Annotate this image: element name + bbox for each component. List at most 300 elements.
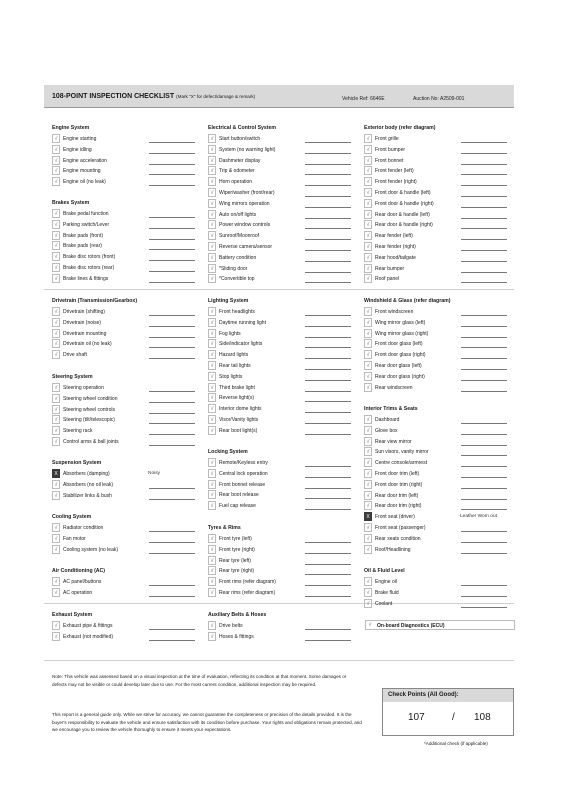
remark-line[interactable] — [149, 217, 195, 218]
check-box[interactable]: √ — [52, 329, 60, 338]
remark-line[interactable] — [305, 542, 351, 543]
item-label: Front headlights — [219, 309, 255, 315]
check-box[interactable]: √ — [364, 231, 372, 240]
check-box[interactable]: √ — [364, 534, 372, 543]
remark-line[interactable] — [461, 488, 507, 489]
check-box[interactable]: √ — [52, 426, 60, 435]
check-box[interactable]: √ — [52, 383, 60, 392]
remark-line[interactable] — [461, 347, 507, 348]
remark-line[interactable] — [305, 466, 351, 467]
remark-line[interactable] — [305, 488, 351, 489]
check-box[interactable]: √ — [52, 166, 60, 175]
section-title: Tyres & Rims — [208, 525, 241, 531]
remark-line[interactable] — [461, 326, 507, 327]
remark-line[interactable] — [305, 596, 351, 597]
check-box[interactable]: √ — [52, 339, 60, 348]
item-label: Auto on/off lights — [219, 211, 257, 218]
check-box[interactable]: √ — [52, 134, 60, 143]
checklist-item — [208, 490, 358, 500]
remark-line[interactable] — [461, 261, 507, 262]
checklist-item — [364, 469, 514, 479]
check-box[interactable]: X — [52, 469, 60, 478]
check-box[interactable]: √ — [52, 252, 60, 261]
check-box[interactable]: √ — [208, 350, 216, 359]
remark-line[interactable] — [149, 185, 195, 186]
check-box[interactable]: √ — [208, 393, 216, 402]
item-label: Drivetrain (noise) — [63, 319, 102, 326]
item-label: Rear fender (left) — [375, 233, 413, 240]
check-box[interactable]: √ — [52, 156, 60, 165]
check-box[interactable]: √ — [208, 415, 216, 424]
check-box[interactable]: √ — [364, 599, 372, 608]
item-label: Daytime running light — [219, 319, 266, 326]
item-label: Rear tyre (left) — [219, 557, 251, 564]
check-box[interactable]: √ — [364, 307, 372, 316]
checklist-item — [52, 329, 202, 339]
check-box[interactable]: √ — [364, 274, 372, 283]
check-box[interactable]: √ — [208, 145, 216, 154]
remark-line[interactable] — [305, 401, 351, 402]
checklist-item — [364, 588, 514, 598]
remark-line[interactable] — [305, 207, 351, 208]
check-box[interactable]: √ — [364, 220, 372, 229]
checklist-item — [364, 426, 514, 436]
remark-line[interactable] — [461, 531, 507, 532]
remark-line[interactable] — [305, 337, 351, 338]
check-box[interactable]: √ — [364, 156, 372, 165]
remark-line[interactable] — [305, 228, 351, 229]
check-box[interactable]: √ — [364, 372, 372, 381]
remark-line[interactable] — [305, 261, 351, 262]
check-box[interactable]: √ — [208, 577, 216, 586]
check-box[interactable]: √ — [52, 545, 60, 554]
item-label: Roof/Headlining — [375, 546, 411, 553]
item-label: Rear rims (refer diagram) — [219, 590, 276, 596]
checklist-item — [364, 458, 514, 468]
remark-line[interactable] — [149, 239, 195, 240]
checklist-item — [364, 372, 514, 382]
check-box[interactable]: √ — [208, 307, 216, 316]
remark-line[interactable] — [305, 498, 351, 499]
checklist-item — [364, 523, 514, 533]
item-label: Brake pedal function — [63, 211, 109, 217]
remark-line[interactable] — [149, 531, 195, 532]
check-box[interactable]: √ — [208, 469, 216, 478]
check-box[interactable]: √ — [364, 588, 372, 597]
item-label: Fuel cap release — [219, 503, 256, 510]
check-box[interactable]: √ — [52, 307, 60, 316]
divider — [44, 660, 514, 661]
remark-line[interactable] — [305, 315, 351, 316]
remark-line[interactable] — [461, 153, 507, 154]
remark-line[interactable] — [461, 315, 507, 316]
remark-line[interactable] — [461, 369, 507, 370]
remark-line[interactable] — [149, 347, 195, 348]
checklist-item — [208, 393, 358, 403]
remark-line[interactable] — [305, 347, 351, 348]
remark-line[interactable] — [305, 553, 351, 554]
check-box[interactable]: √ — [52, 437, 60, 446]
check-box[interactable]: √ — [52, 405, 60, 414]
check-box[interactable]: √ — [52, 145, 60, 154]
check-box[interactable]: √ — [208, 490, 216, 499]
check-box[interactable]: √ — [52, 480, 60, 489]
item-label: Front windscreen — [375, 309, 414, 315]
remark-line[interactable] — [461, 542, 507, 543]
check-box[interactable]: √ — [208, 501, 216, 510]
check-box[interactable]: √ — [364, 491, 372, 500]
checklist-item — [52, 231, 202, 241]
remark-line[interactable] — [149, 413, 195, 414]
check-box[interactable]: √ — [208, 426, 216, 435]
item-label: Rear tail lights — [219, 363, 251, 369]
check-box[interactable]: √ — [208, 556, 216, 565]
auction-no-value: A2509-001 — [439, 96, 465, 102]
item-label: Wing mirror glass (right) — [375, 330, 429, 337]
check-box[interactable]: √ — [52, 209, 60, 218]
remark-line[interactable] — [305, 434, 351, 435]
item-label: Rear hood/tailgate — [375, 254, 416, 261]
item-label: Rear door & handle (left) — [375, 211, 430, 218]
checklist-item — [364, 199, 514, 209]
check-box[interactable]: √ — [208, 621, 216, 630]
check-box[interactable]: √ — [364, 145, 372, 154]
remark-line[interactable] — [149, 228, 195, 229]
remark-line[interactable] — [461, 553, 507, 554]
check-box[interactable]: √ — [208, 210, 216, 219]
item-label: Rear door trim (left) — [375, 492, 419, 499]
checklist-item — [52, 394, 202, 404]
check-box[interactable]: √ — [208, 588, 216, 597]
check-box[interactable]: √ — [364, 210, 372, 219]
remark-line[interactable] — [461, 174, 507, 175]
item-label: Engine oil (no leak) — [63, 179, 106, 186]
remark-line[interactable] — [305, 358, 351, 359]
check-box[interactable]: √ — [364, 339, 372, 348]
remark-line[interactable] — [149, 271, 195, 272]
remark-line[interactable] — [305, 326, 351, 327]
remark-line[interactable] — [461, 596, 507, 597]
check-box[interactable]: √ — [52, 621, 60, 630]
remark-line[interactable] — [305, 185, 351, 186]
remark-line[interactable] — [149, 445, 195, 446]
check-box[interactable]: √ — [364, 426, 372, 435]
item-label: Brake pads (front) — [63, 232, 104, 239]
auction-no-label: Auction No: — [413, 96, 439, 102]
remark-line[interactable] — [305, 250, 351, 251]
check-box[interactable]: √ — [52, 577, 60, 586]
remark-line[interactable] — [461, 499, 507, 500]
checklist-item — [208, 426, 358, 436]
checklist-item — [208, 145, 358, 155]
check-box[interactable]: √ — [364, 199, 372, 208]
remark-line[interactable] — [461, 423, 507, 424]
remark-line[interactable] — [461, 228, 507, 229]
check-box[interactable]: √ — [208, 545, 216, 554]
remark-line[interactable] — [305, 380, 351, 381]
remark-line[interactable] — [461, 434, 507, 435]
check-box[interactable]: √ — [364, 469, 372, 478]
check-box[interactable]: √ — [364, 264, 372, 273]
checklist-item — [52, 545, 202, 555]
vehicle-ref — [342, 96, 385, 102]
remark-line[interactable] — [149, 249, 195, 250]
checklist-item — [208, 220, 358, 230]
check-box[interactable]: √ — [208, 566, 216, 575]
remark-line[interactable] — [149, 553, 195, 554]
check-box[interactable]: √ — [52, 632, 60, 641]
check-box[interactable]: √ — [364, 253, 372, 262]
remark-line[interactable] — [149, 153, 195, 154]
check-box[interactable]: √ — [364, 318, 372, 327]
check-box[interactable]: √ — [208, 361, 216, 370]
check-box[interactable]: √ — [364, 383, 372, 392]
remark-line[interactable] — [305, 239, 351, 240]
item-label: Stop lights — [219, 373, 243, 380]
remark-line[interactable] — [149, 640, 195, 641]
check-box[interactable]: √ — [364, 242, 372, 251]
item-label: Horn operation — [219, 179, 253, 186]
remark-line[interactable] — [149, 358, 195, 359]
remark-line[interactable] — [305, 282, 351, 283]
item-label: Central lock operation — [219, 470, 268, 477]
item-label: System (no warning light) — [219, 146, 276, 153]
check-box[interactable]: √ — [208, 166, 216, 175]
remark-line[interactable] — [461, 196, 507, 197]
check-box[interactable]: √ — [208, 199, 216, 208]
check-box[interactable]: √ — [208, 264, 216, 273]
remark-line[interactable] — [305, 423, 351, 424]
check-box[interactable]: √ — [208, 404, 216, 413]
item-label: Brake fluid — [375, 589, 399, 596]
check-box[interactable]: √ — [208, 274, 216, 283]
inspection-sheet — [44, 85, 514, 762]
remark-line[interactable] — [149, 542, 195, 543]
remark-line[interactable] — [305, 564, 351, 565]
remark-line[interactable] — [305, 640, 351, 641]
remark-line[interactable] — [305, 218, 351, 219]
check-box[interactable]: √ — [364, 350, 372, 359]
remark-line[interactable] — [305, 196, 351, 197]
check-box[interactable]: √ — [52, 491, 60, 500]
check-box[interactable]: √ — [208, 372, 216, 381]
check-box[interactable]: √ — [208, 188, 216, 197]
remark-line[interactable] — [305, 585, 351, 586]
check-box[interactable]: √ — [364, 447, 372, 456]
remark-line[interactable] — [461, 358, 507, 359]
remark-line[interactable] — [305, 272, 351, 273]
remark-line[interactable] — [149, 585, 195, 586]
check-box[interactable]: √ — [52, 415, 60, 424]
item-label: Rear bumper — [375, 265, 405, 272]
remark-line[interactable] — [461, 164, 507, 165]
checklist-item — [52, 339, 202, 349]
checklist-item — [208, 188, 358, 198]
checklist-item — [52, 145, 202, 155]
remark-line[interactable] — [305, 477, 351, 478]
remark-line[interactable] — [149, 174, 195, 175]
remark-line[interactable] — [149, 142, 195, 143]
item-label: Exhaust (not modified) — [63, 633, 114, 640]
remark-line[interactable] — [461, 509, 507, 510]
remark-line[interactable] — [305, 509, 351, 510]
checklist-item — [364, 264, 514, 274]
check-box[interactable]: X — [364, 512, 372, 521]
remark-line[interactable] — [461, 239, 507, 240]
item-label: Front door trim (left) — [375, 471, 420, 477]
check-box[interactable]: √ — [208, 318, 216, 327]
check-box[interactable]: √ — [368, 622, 372, 628]
checklist-item — [364, 242, 514, 252]
remark-line[interactable] — [305, 412, 351, 413]
checklist-item — [208, 534, 358, 544]
remark-line[interactable] — [461, 282, 507, 283]
remark-line[interactable] — [149, 326, 195, 327]
check-box[interactable]: √ — [364, 134, 372, 143]
checklist-item — [208, 415, 358, 425]
check-box[interactable]: √ — [52, 350, 60, 359]
check-box[interactable]: √ — [208, 632, 216, 641]
remark-line[interactable] — [149, 629, 195, 630]
check-box[interactable]: √ — [208, 339, 216, 348]
check-box[interactable]: √ — [52, 274, 60, 283]
checklist-item — [52, 134, 202, 144]
checklist-item — [364, 253, 514, 263]
check-box[interactable]: √ — [364, 545, 372, 554]
item-label: Brake disc rotors (rear) — [63, 265, 115, 271]
check-box[interactable]: √ — [52, 241, 60, 250]
remark-line[interactable] — [305, 164, 351, 165]
check-box[interactable]: √ — [364, 523, 372, 532]
check-box[interactable]: √ — [364, 415, 372, 424]
checklist-item — [52, 263, 202, 273]
item-label: Rear windscreen — [375, 384, 413, 391]
checklist-item — [208, 242, 358, 252]
check-box[interactable]: √ — [208, 383, 216, 392]
check-box[interactable]: √ — [52, 318, 60, 327]
remark-line[interactable] — [461, 337, 507, 338]
check-box[interactable]: √ — [52, 231, 60, 240]
check-box[interactable]: √ — [208, 534, 216, 543]
remark-line[interactable] — [461, 218, 507, 219]
check-box[interactable]: √ — [52, 588, 60, 597]
check-box[interactable]: √ — [208, 231, 216, 240]
remark-line[interactable] — [305, 174, 351, 175]
item-label: *Convertible top — [219, 276, 255, 283]
check-box[interactable]: √ — [208, 177, 216, 186]
check-box[interactable]: √ — [52, 177, 60, 186]
remark-line[interactable] — [305, 369, 351, 370]
remark-line[interactable] — [149, 164, 195, 165]
checklist-item — [208, 556, 358, 566]
remark-line[interactable] — [461, 250, 507, 251]
check-box[interactable]: √ — [208, 156, 216, 165]
item-label: Hoses & fittings — [219, 633, 254, 640]
checklist-item — [208, 545, 358, 555]
checklist-item — [364, 274, 514, 284]
remark-line[interactable] — [305, 574, 351, 575]
remark-line[interactable] — [149, 499, 195, 500]
check-box[interactable]: √ — [364, 577, 372, 586]
remark-line[interactable] — [305, 391, 351, 392]
remark-line[interactable] — [461, 185, 507, 186]
check-box[interactable]: √ — [364, 458, 372, 467]
remark-line[interactable] — [461, 207, 507, 208]
remark-line[interactable] — [461, 477, 507, 478]
check-box[interactable]: √ — [208, 242, 216, 251]
checklist-item — [364, 318, 514, 328]
check-box[interactable]: √ — [52, 220, 60, 229]
remark-line[interactable] — [149, 315, 195, 316]
check-box[interactable]: √ — [364, 501, 372, 510]
check-box[interactable]: √ — [208, 480, 216, 489]
check-box[interactable]: √ — [208, 329, 216, 338]
item-label: Side/indicator lights — [219, 341, 263, 348]
check-box[interactable]: √ — [52, 394, 60, 403]
check-box[interactable]: √ — [364, 177, 372, 186]
check-box[interactable]: √ — [364, 166, 372, 175]
check-box[interactable]: √ — [208, 134, 216, 143]
item-label: Coolant — [375, 600, 393, 607]
remark-line[interactable] — [461, 466, 507, 467]
remark-line[interactable] — [149, 402, 195, 403]
remark-line[interactable] — [461, 455, 507, 456]
section-title: Steering System — [52, 374, 93, 380]
remark-line[interactable] — [149, 282, 195, 283]
check-box[interactable]: √ — [208, 253, 216, 262]
remark-line[interactable] — [149, 434, 195, 435]
remark-line[interactable] — [149, 391, 195, 392]
section-title: Drivetrain (Transmission/Gearbox) — [52, 298, 138, 304]
checklist-item — [52, 415, 202, 425]
remark-line[interactable] — [149, 488, 195, 489]
remark-line[interactable] — [149, 596, 195, 597]
check-box[interactable]: √ — [364, 188, 372, 197]
remark-line[interactable] — [461, 380, 507, 381]
check-box[interactable]: √ — [364, 329, 372, 338]
check-box[interactable]: √ — [52, 523, 60, 532]
item-label: Rear tyre (right) — [219, 568, 255, 575]
remark-line[interactable] — [461, 445, 507, 446]
remark-line[interactable] — [461, 142, 507, 143]
remark-line[interactable] — [149, 337, 195, 338]
check-box[interactable]: √ — [364, 437, 372, 446]
check-box[interactable]: √ — [364, 361, 372, 370]
check-box[interactable]: √ — [52, 534, 60, 543]
remark-line[interactable] — [305, 142, 351, 143]
check-box[interactable]: √ — [208, 220, 216, 229]
remark-line[interactable] — [305, 153, 351, 154]
checklist-item — [364, 491, 514, 501]
checklist-item — [364, 307, 514, 317]
remark-line[interactable] — [461, 391, 507, 392]
remark-line[interactable] — [149, 260, 195, 261]
item-label: Drivetrain (shifting) — [63, 309, 105, 315]
remark-line[interactable] — [149, 423, 195, 424]
section-title: Air Conditioning (AC) — [52, 568, 106, 574]
item-label: Rear boot release — [219, 492, 259, 499]
remark-line[interactable] — [461, 607, 507, 608]
check-box[interactable]: √ — [364, 480, 372, 489]
check-box[interactable]: √ — [52, 263, 60, 272]
check-box[interactable]: √ — [208, 458, 216, 467]
remark-line[interactable] — [461, 272, 507, 273]
checklist-item — [52, 491, 202, 501]
remark-line[interactable] — [461, 585, 507, 586]
checklist-item — [208, 480, 358, 490]
check-points-header — [383, 689, 513, 702]
remark-line[interactable] — [305, 629, 351, 630]
